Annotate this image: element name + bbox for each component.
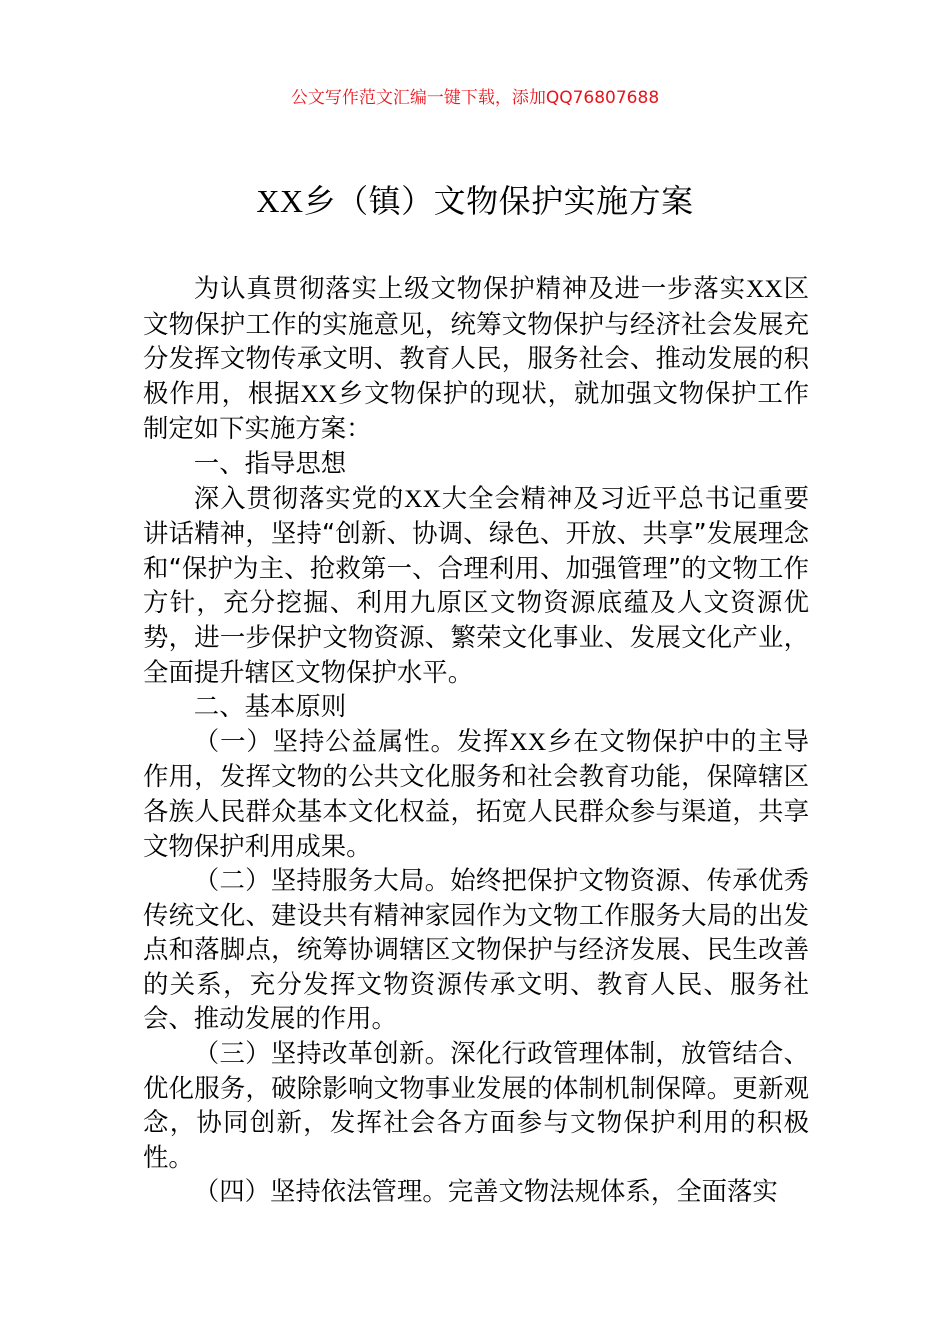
placeholder-xx: XX	[256, 183, 304, 219]
principle-4-paragraph: （四）坚持依法管理。完善文物法规体系，全面落实	[193, 1176, 778, 1207]
guiding-ideology-paragraph: 深入贯彻落实党的XX大全会精神及习近平总书记重要讲话精神，坚持“创新、协调、绿色、开放、共享”发展理念和“保护为主、抢救第一、合理利用、加强管理”的文物工作方针，充分挖掘、利用九原区文物资源底蕴及人文资源优势，进一步保护文物资源、繁荣文化事业、发展文化产业，全面提升辖区文物保护水平。	[143, 482, 810, 687]
intro-paragraph: 为认真贯彻落实上级文物保护精神及进一步落实XX区文物保护工作的实施意见，统筹文物保护与经济社会发展充分发挥文物传承文明、教育人民，服务社会、推动发展的积极作用，根据XX乡文物保护的现状，就加强文物保护工作制定如下实施方案：	[143, 273, 810, 444]
placeholder-xx: XX	[404, 484, 441, 513]
document-body	[143, 271, 809, 1209]
placeholder-xx: XX	[509, 727, 547, 756]
principle-2-paragraph: （二）坚持服务大局。始终把保护文物资源、传承优秀传统文化、建设共有精神家园作为文物工作服务大局的出发点和落脚点，统筹协调辖区文物保护与经济发展、民生改善的关系，充分发挥文物资源传承文明、教育人民、服务社会、推动发展的作用。	[143, 865, 809, 1034]
section-heading-basic-principles: 二、基本原则	[193, 691, 347, 722]
placeholder-xx: XX	[300, 379, 338, 408]
section-heading-guiding-ideology: 一、指导思想	[193, 447, 347, 478]
principle-3-paragraph: （三）坚持改革创新。深化行政管理体制，放管结合、优化服务，破除影响文物事业发展的体制机制保障。更新观念，协同创新，发挥社会各方面参与文物保护利用的积极性。	[143, 1038, 809, 1172]
principle-1-paragraph: （一）坚持公益属性。发挥XX乡在文物保护中的主导作用，发挥文物的公共文化服务和社会教育功能，保障辖区各族人民群众基本文化权益，拓宽人民群众参与渠道，共享文物保护利用成果。	[143, 725, 810, 861]
placeholder-xx: XX	[746, 275, 783, 303]
document-title: XX乡（镇）文物保护实施方案	[256, 182, 694, 220]
download-watermark: 公文写作范文汇编一键下载，添加QQ76807688	[290, 88, 660, 108]
